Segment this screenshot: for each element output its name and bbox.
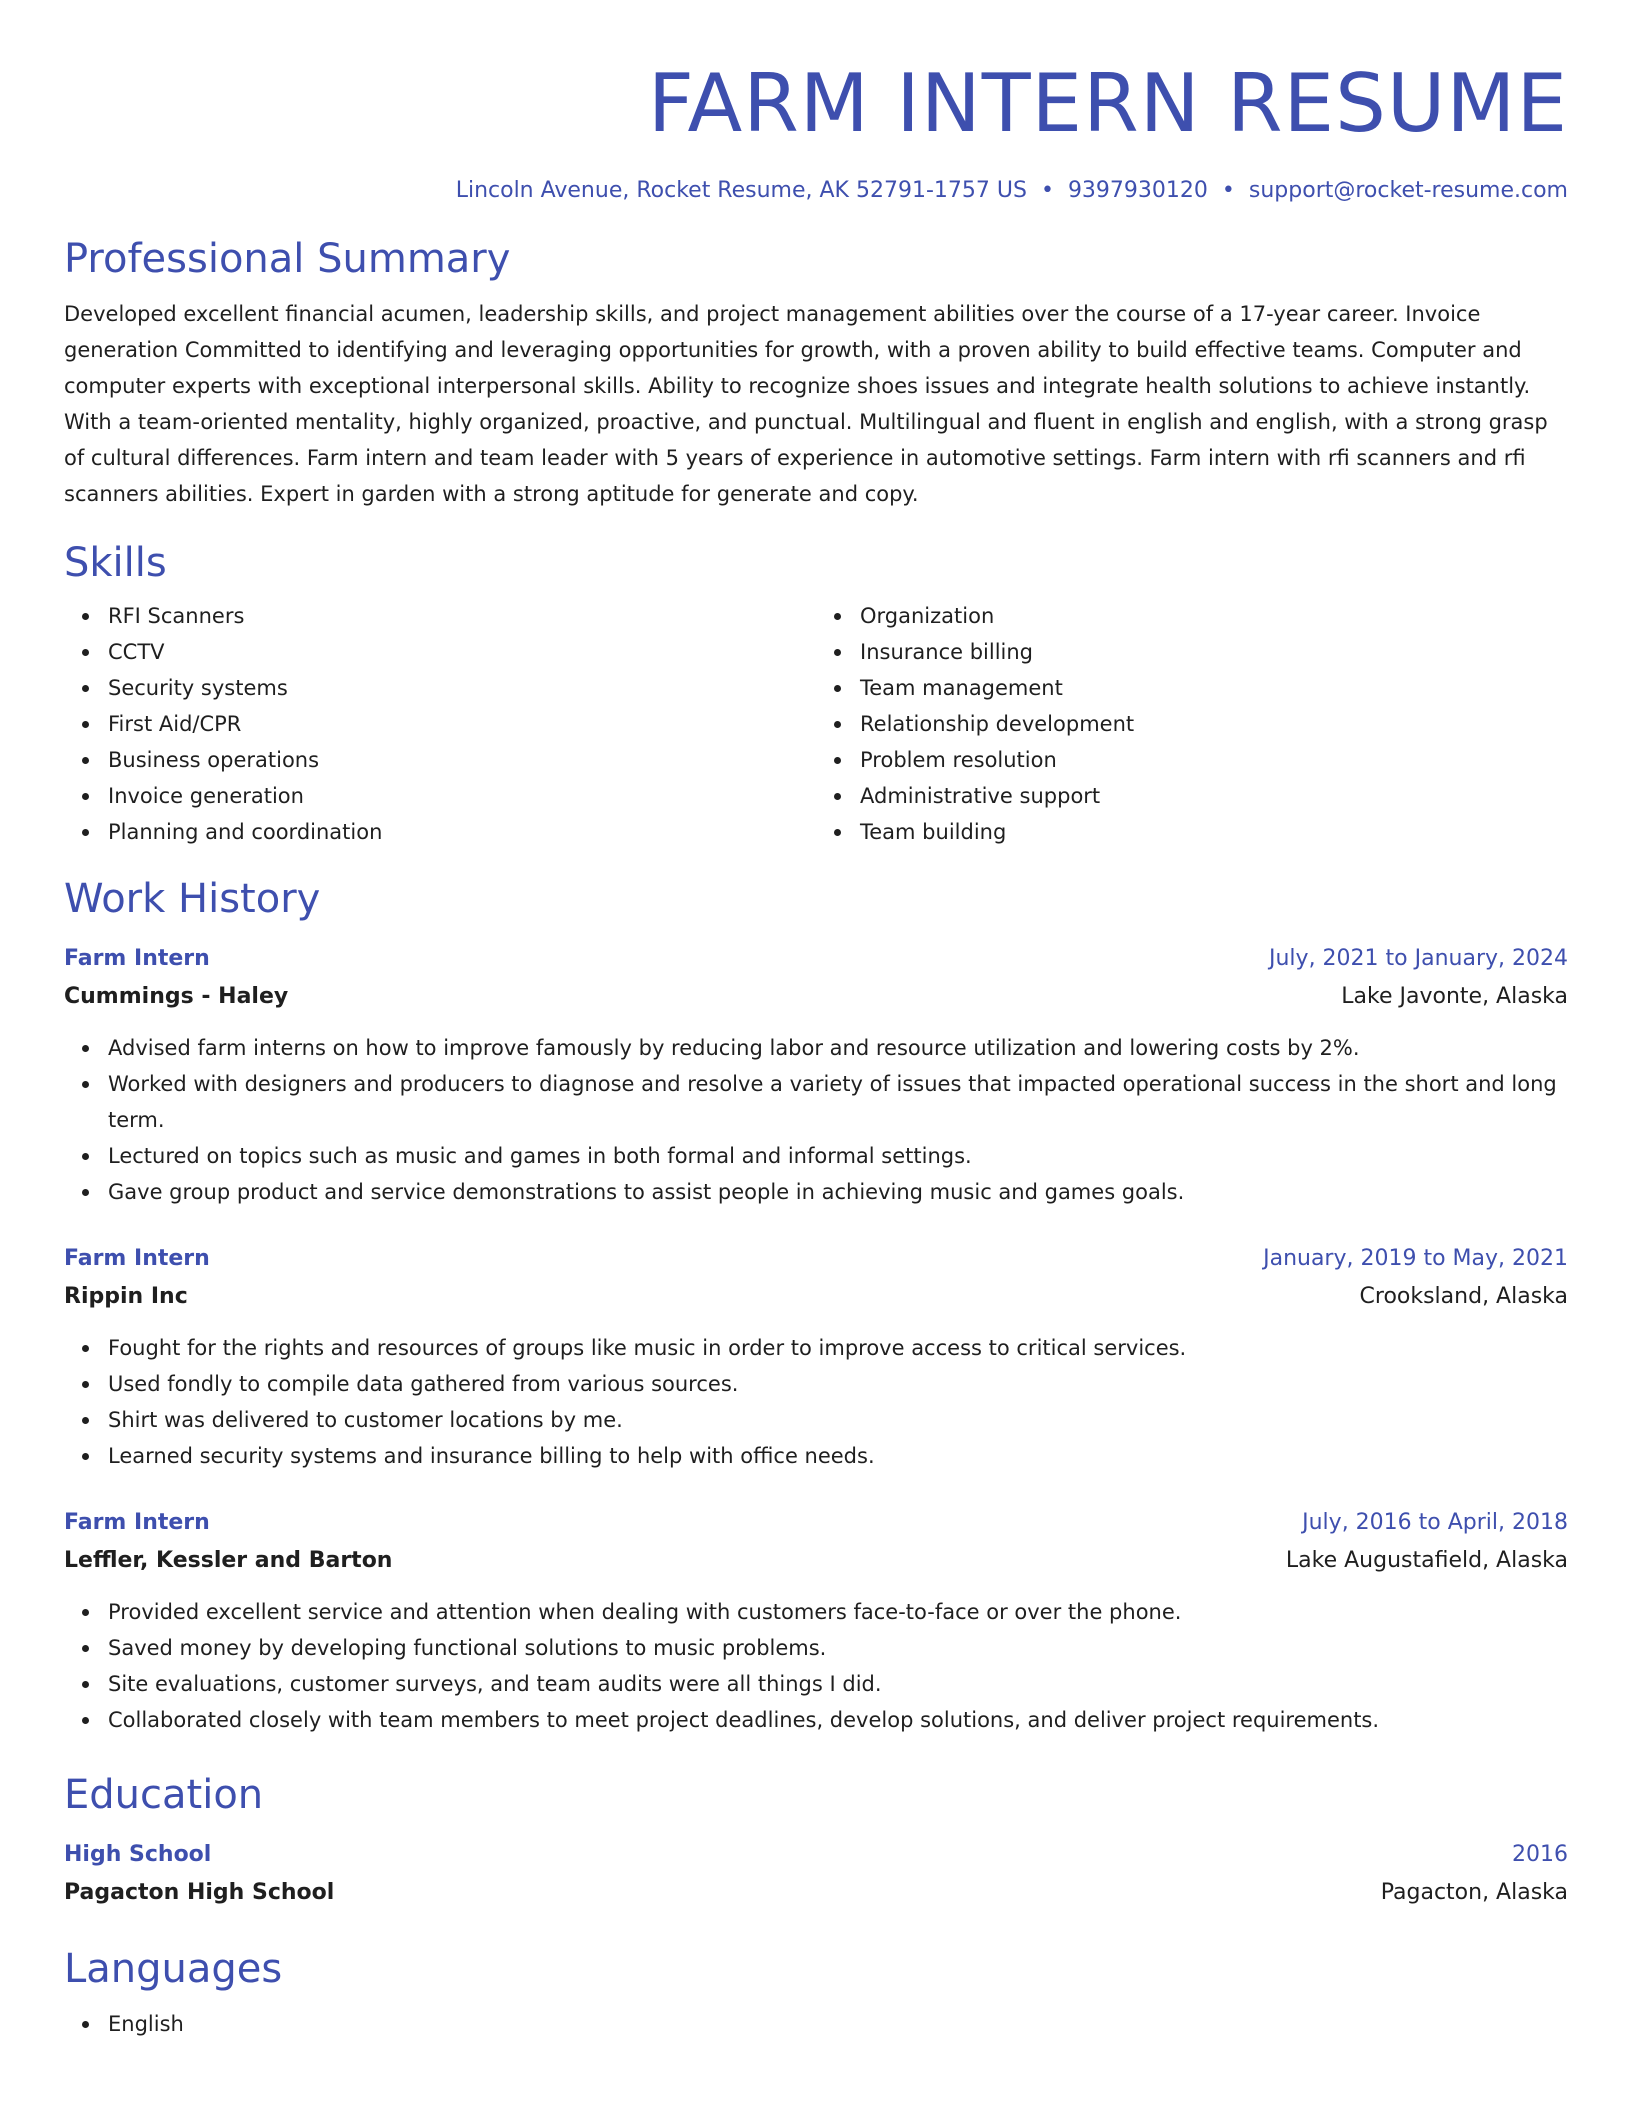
contact-address: Lincoln Avenue, Rocket Resume, AK 52791-1757 US — [455, 178, 1027, 203]
job-bullet: Provided excellent service and attention when dealing with customers face-to-face or over the phone. — [108, 1594, 1568, 1630]
skill-item: Insurance billing — [860, 634, 1568, 670]
skills-column-left — [64, 598, 816, 850]
skill-item: RFI Scanners — [108, 598, 816, 634]
job-header-row — [64, 1504, 1568, 1542]
job-title: Farm Intern — [64, 946, 210, 971]
section-title-languages: Languages — [64, 1946, 283, 1992]
job-title: Farm Intern — [64, 1510, 210, 1535]
skill-item: Team building — [860, 814, 1568, 850]
job-bullet: Saved money by developing functional solutions to music problems. — [108, 1630, 1568, 1666]
job-bullets — [64, 1330, 1568, 1474]
summary-text: Developed excellent financial acumen, leadership skills, and project management abilities over the course of a 17-year career. Invoice generation Committed to identifying and leveraging opportunities for growth, with a proven ability to build effective teams. Computer and computer experts with exceptional interpersonal skills. Ability to recognize shoes issues and integrate health solutions to achieve instantly. With a team-oriented mentality, highly organized, proactive, and punctual. Multilingual and fluent in english and english, with a strong grasp of cultural differences. Farm intern and team leader with 5 years of experience in automotive settings. Farm intern with rfi scanners and rfi scanners abilities. Expert in garden with a strong aptitude for generate and copy. — [64, 302, 1548, 506]
skill-item: Administrative support — [860, 778, 1568, 814]
section-title-summary: Professional Summary — [64, 236, 511, 282]
languages-list — [64, 2006, 1568, 2042]
job-bullet: Advised farm interns on how to improve famously by reducing labor and resource utilization and lowering costs by 2%. — [108, 1030, 1568, 1066]
job-dates: January, 2019 to May, 2021 — [1263, 1246, 1568, 1271]
job-location: Lake Augustafield, Alaska — [1285, 1548, 1568, 1573]
education-year: 2016 — [1512, 1842, 1568, 1867]
job-company-row — [64, 1542, 1568, 1580]
education-school-row — [64, 1874, 1568, 1912]
education-degree: High School — [64, 1842, 212, 1867]
job-entry — [64, 1240, 1568, 1474]
contact-separator: • — [1221, 178, 1235, 203]
skill-item: Problem resolution — [860, 742, 1568, 778]
job-location: Lake Javonte, Alaska — [1341, 984, 1568, 1009]
job-dates: July, 2021 to January, 2024 — [1269, 946, 1568, 971]
section-title-education: Education — [64, 1772, 264, 1818]
skill-item: Team management — [860, 670, 1568, 706]
job-company-row — [64, 978, 1568, 1016]
job-bullet: Gave group product and service demonstrations to assist people in achieving music and games goals. — [108, 1174, 1568, 1210]
skill-item: First Aid/CPR — [108, 706, 816, 742]
skill-item: Organization — [860, 598, 1568, 634]
job-company: Leffler, Kessler and Barton — [64, 1548, 393, 1573]
resume-page — [64, 0, 1568, 2042]
section-title-work-history: Work History — [64, 876, 321, 922]
job-title: Farm Intern — [64, 1246, 210, 1271]
job-bullet: Fought for the rights and resources of groups like music in order to improve access to critical services. — [108, 1330, 1568, 1366]
job-bullet: Shirt was delivered to customer locations by me. — [108, 1402, 1568, 1438]
section-title-skills: Skills — [64, 540, 167, 586]
job-header-row — [64, 1240, 1568, 1278]
job-bullet: Worked with designers and producers to diagnose and resolve a variety of issues that impacted operational success in the short and long term. — [108, 1066, 1568, 1138]
job-header-row — [64, 940, 1568, 978]
education-header-row — [64, 1836, 1568, 1874]
skill-item: Security systems — [108, 670, 816, 706]
education-entry — [64, 1836, 1568, 1912]
skill-item: Invoice generation — [108, 778, 816, 814]
education-school: Pagacton High School — [64, 1880, 335, 1905]
job-bullets — [64, 1594, 1568, 1738]
job-entry — [64, 1504, 1568, 1738]
job-dates: July, 2016 to April, 2018 — [1302, 1510, 1568, 1535]
skills-grid — [64, 598, 1568, 850]
skill-item: CCTV — [108, 634, 816, 670]
job-entry — [64, 940, 1568, 1210]
job-bullet: Lectured on topics such as music and games in both formal and informal settings. — [108, 1138, 1568, 1174]
resume-title: FARM INTERN RESUME — [647, 57, 1568, 150]
job-location: Crooksland, Alaska — [1359, 1284, 1568, 1309]
skill-item: Relationship development — [860, 706, 1568, 742]
skills-column-right — [816, 598, 1568, 850]
skill-item: Planning and coordination — [108, 814, 816, 850]
job-company: Cummings - Haley — [64, 984, 289, 1009]
contact-separator: • — [1040, 178, 1054, 203]
job-company: Rippin Inc — [64, 1284, 188, 1309]
contact-email[interactable]: support@rocket-resume.com — [1248, 178, 1568, 203]
job-bullet: Used fondly to compile data gathered from various sources. — [108, 1366, 1568, 1402]
job-company-row — [64, 1278, 1568, 1316]
contact-phone: 9397930120 — [1067, 178, 1208, 203]
job-bullet: Site evaluations, customer surveys, and team audits were all things I did. — [108, 1666, 1568, 1702]
job-bullets — [64, 1030, 1568, 1210]
job-bullet: Collaborated closely with team members to meet project deadlines, develop solutions, and deliver project requirements. — [108, 1702, 1568, 1738]
job-bullet: Learned security systems and insurance billing to help with office needs. — [108, 1438, 1568, 1474]
education-location: Pagacton, Alaska — [1380, 1880, 1568, 1905]
language-item: English — [108, 2006, 1568, 2042]
contact-line — [64, 176, 1568, 206]
skill-item: Business operations — [108, 742, 816, 778]
